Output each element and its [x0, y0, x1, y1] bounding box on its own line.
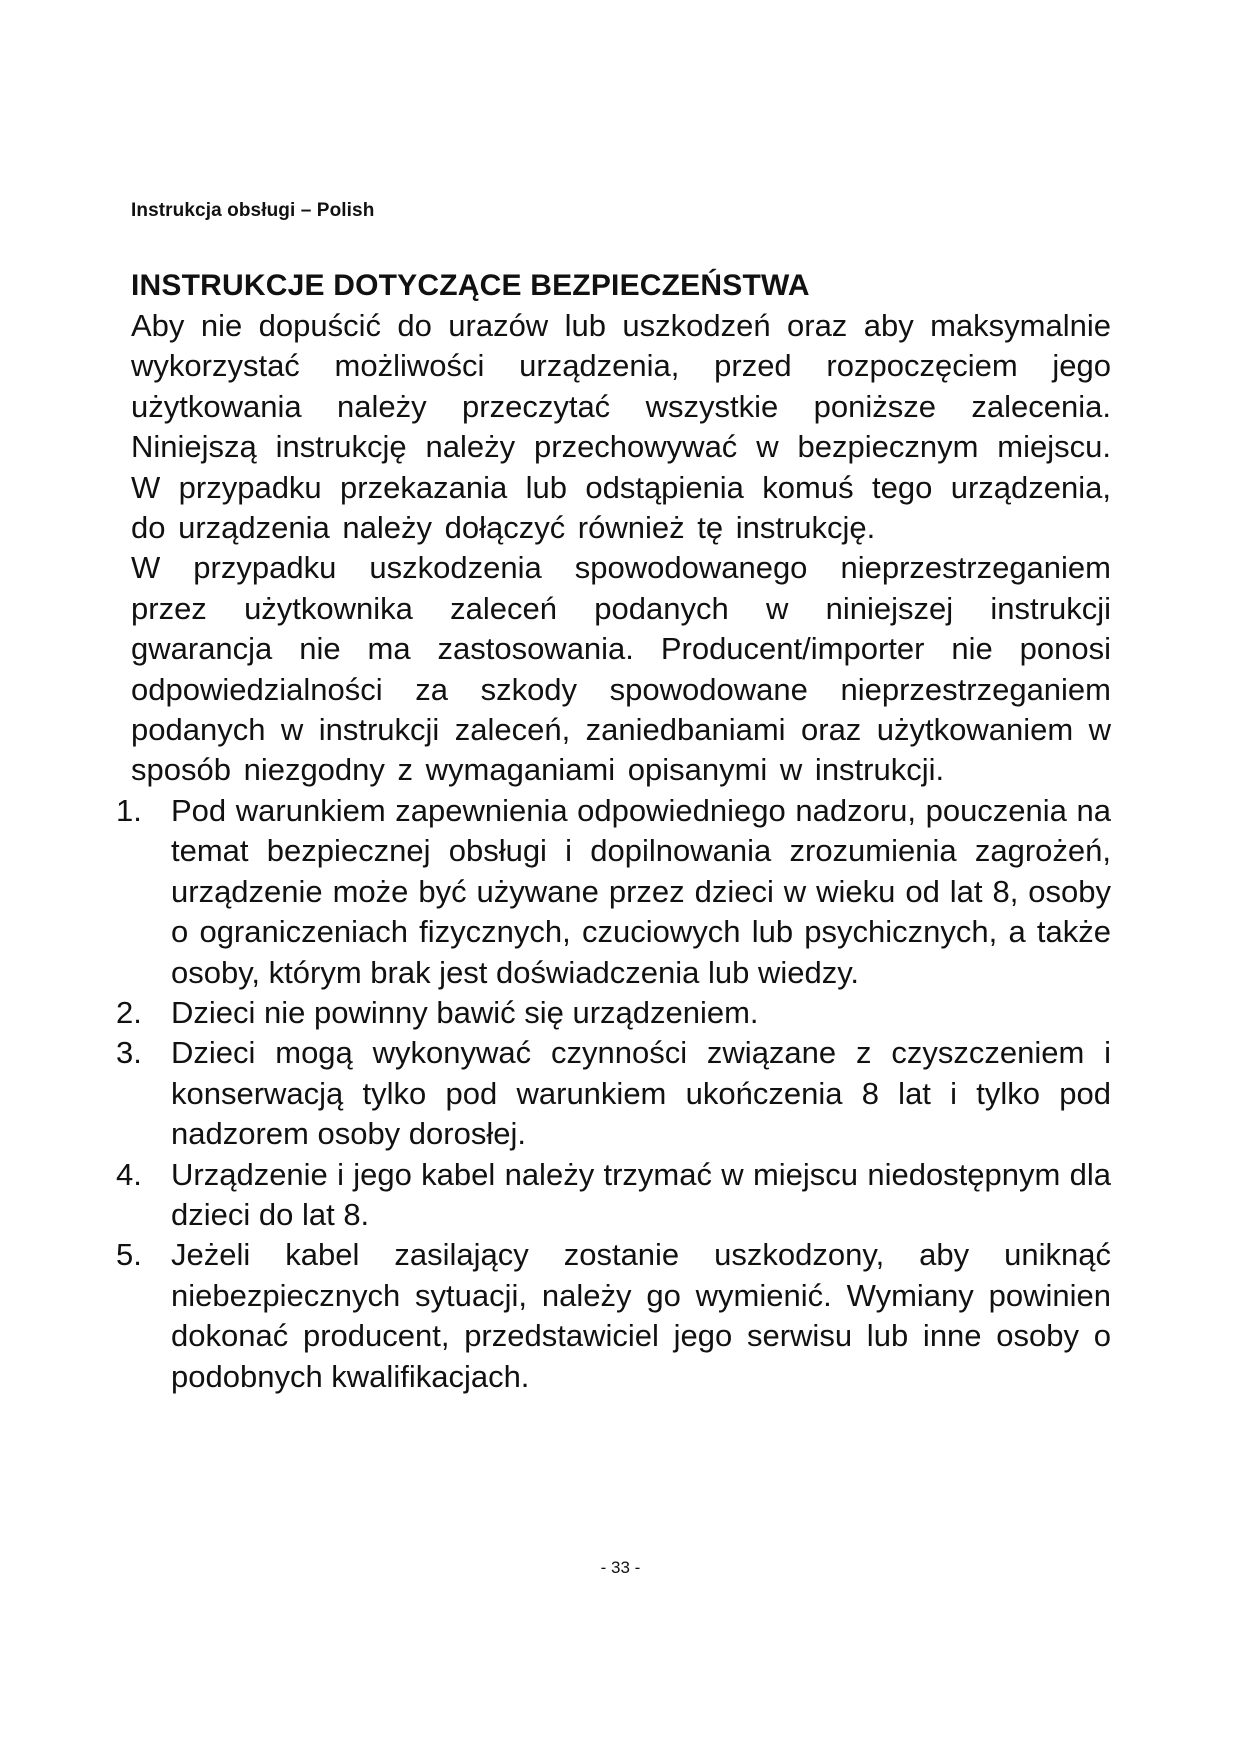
intro-paragraph: Aby nie dopuścić do urazów lub uszkodzeń oraz aby maksymalnie wykorzystać możliwości urządzenia, przed rozpoczęciem jego użytkowania należy przeczytać wszystkie poniższe zalecenia. Niniejszą instrukcję należy przechowywać w bezpiecznym miejscu. W przypadku przekazania lub odstąpienia komuś tego urządzenia, do urządzenia należy dołączyć również tę instrukcję. [131, 308, 1111, 546]
safety-rule-5 [116, 1235, 1111, 1397]
page-number: - 33 - [600, 1558, 641, 1577]
safety-section [116, 266, 1111, 1397]
safety-rule-4 [116, 1155, 1111, 1236]
safety-rules-list [116, 791, 1111, 1397]
rule-number: 1. [116, 792, 142, 828]
warranty-paragraph: W przypadku uszkodzenia spowodowanego nieprzestrzeganiem przez użytkownika zaleceń podanych w niniejszej instrukcji gwarancja nie ma zastosowania. Producent/importer nie ponosi odpowiedzialności za szkody spowodowane nieprzestrzeganiem podanych w instrukcji zaleceń, zaniedbaniami oraz użytkowaniem w sposób niezgodny z wymaganiami opisanymi w instrukcji. [131, 550, 1111, 788]
section-title: INSTRUKCJE DOTYCZĄCE BEZPIECZEŃSTWA [131, 269, 810, 302]
rule-number: 2. [116, 994, 142, 1030]
safety-rule-1 [116, 791, 1111, 993]
rule-text: Pod warunkiem zapewnienia odpowiedniego nadzoru, pouczenia na temat bezpiecznej obsługi i dopilnowania zrozumienia zagrożeń, urządzenie może być używane przez dzieci w wieku od lat 8, osoby o ograniczeniach fizycznych, czuciowych lub psychicznych, a także osoby, którym brak jest doświadczenia lub wiedzy. [171, 792, 1111, 990]
rule-text: Jeżeli kabel zasilający zostanie uszkodzony, aby uniknąć niebezpiecznych sytuacji, należy go wymienić. Wymiany powinien dokonać producent, przedstawiciel jego serwisu lub inne osoby o podobnych kwalifikacjach. [171, 1237, 1111, 1394]
manual-language-header: Instrukcja obsługi – Polish [131, 200, 375, 221]
rule-text: Dzieci mogą wykonywać czynności związane z czyszczeniem i konserwacją tylko pod warunkiem ukończenia 8 lat i tylko pod nadzorem osoby dorosłej. [171, 1035, 1111, 1152]
rule-text: Dzieci nie powinny bawić się urządzeniem. [171, 994, 759, 1030]
rule-number: 4. [116, 1156, 142, 1192]
safety-rule-2 [116, 993, 1111, 1033]
safety-rule-3 [116, 1033, 1111, 1154]
rule-number: 3. [116, 1035, 142, 1071]
rule-text: Urządzenie i jego kabel należy trzymać w miejscu niedostępnym dla dzieci do lat 8. [171, 1156, 1111, 1232]
rule-number: 5. [116, 1237, 142, 1273]
